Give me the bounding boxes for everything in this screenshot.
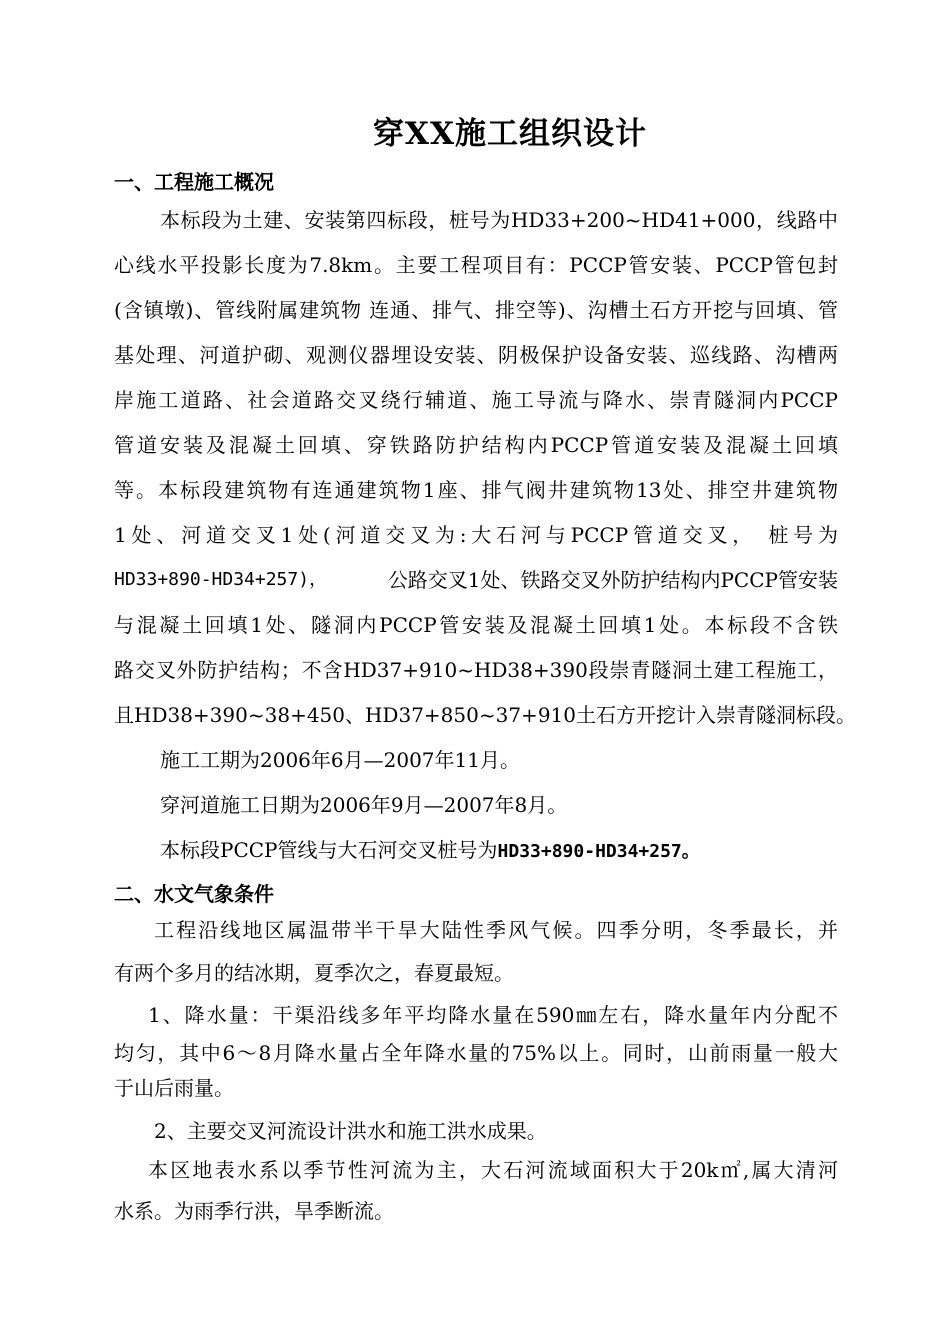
river-construction-period: 穿河道施工日期为2006年9月—2007年8月。 (160, 793, 568, 817)
paragraph-line: 本标段为土建、安装第四标段，桩号为HD33+200~HD41+000，线路中 (160, 208, 838, 232)
section-heading-overview: 一、工程施工概况 (114, 170, 274, 194)
chainage-range: HD33+890-HD34+257)， (114, 569, 328, 590)
paragraph-line: 均匀，其中6～8月降水量占全年降水量的75%以上。同时，山前雨量一般大 (114, 1041, 838, 1065)
paragraph-line: 水系。为雨季行洪，旱季断流。 (114, 1199, 394, 1223)
paragraph-line: 岸施工道路、社会道路交叉绕行辅道、施工导流与降水、崇青隧洞内PCCP (114, 388, 838, 412)
construction-period: 施工工期为2006年6月—2007年11月。 (160, 748, 520, 772)
paragraph-line-text: 公路交叉1处、铁路交叉外防护结构内PCCP管安装 (387, 568, 838, 592)
paragraph-line: 工程沿线地区属温带半干旱大陆性季风气候。四季分明，冬季最长，并 (154, 918, 838, 942)
paragraph-line: 与混凝土回填1处、隧洞内PCCP管安装及混凝土回填1处。本标段不含铁 (114, 613, 838, 637)
crossing-chainage-label: 本标段PCCP管线与大石河交叉桩号为 (160, 838, 498, 862)
paragraph-line: 基处理、河道护砌、观测仪器埋设安装、阴极保护设备安装、巡线路、沟槽两 (114, 343, 838, 367)
paragraph-line: 等。本标段建筑物有连通建筑物1座、排气阀井建筑物13处、排空井建筑物 (114, 478, 838, 502)
section-heading-hydrology: 二、水文气象条件 (114, 882, 274, 906)
paragraph-line: (含镇墩)、管线附属建筑物 连通、排气、排空等)、沟槽土石方开挖与回填、管 (114, 298, 838, 322)
paragraph-line: 1、降水量：干渠沿线多年平均降水量在590㎜左右，降水量年内分配不 (148, 1003, 838, 1027)
document-title: 穿XX施工组织设计 (372, 116, 648, 152)
paragraph-line: 管道安装及混凝土回填、穿铁路防护结构内PCCP管道安装及混凝土回填 (114, 433, 838, 457)
paragraph-line: 于山后雨量。 (114, 1076, 234, 1100)
paragraph-line: 1处、河道交叉1处(河道交叉为:大石河与PCCP管道交叉， 桩号为 (114, 523, 838, 547)
paragraph-line (114, 566, 838, 594)
flood-item: 2、主要交叉河流设计洪水和施工洪水成果。 (154, 1119, 547, 1143)
paragraph-line: 本区地表水系以季节性河流为主，大石河流域面积大于20k㎡,属大清河 (148, 1158, 838, 1182)
paragraph-line: 且HD38+390~38+450、HD37+850~37+910土石方开挖计入崇青隧洞标段。 (114, 703, 856, 727)
crossing-chainage-value: HD33+890-HD34+257。 (497, 841, 700, 862)
paragraph-line: 心线水平投影长度为7.8km。主要工程项目有：PCCP管安装、PCCP管包封 (114, 253, 838, 277)
paragraph-line: 有两个多月的结冰期，夏季次之，春夏最短。 (114, 961, 514, 985)
paragraph-line: 路交叉外防护结构；不含HD37+910~HD38+390段崇青隧洞土建工程施工， (114, 658, 838, 682)
crossing-chainage (114, 836, 838, 866)
